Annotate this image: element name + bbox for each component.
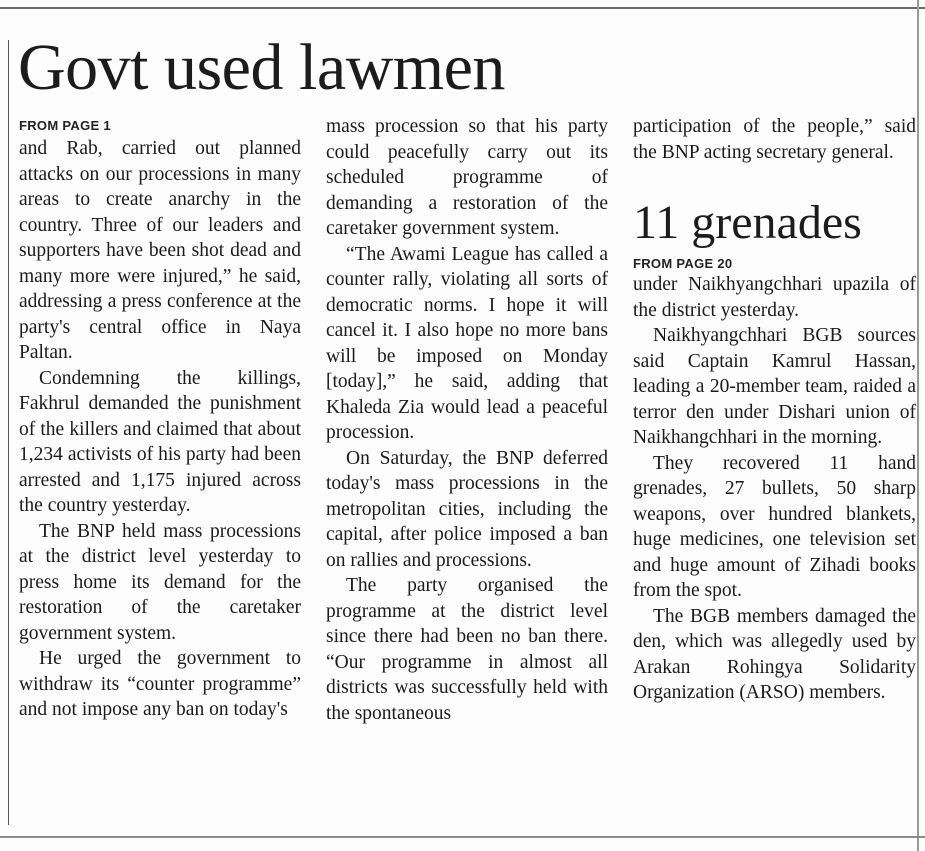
left-rule: [8, 40, 9, 825]
article-column-2: [326, 114, 608, 826]
article-column-3: [633, 114, 916, 194]
headline: Govt used lawmen: [18, 31, 505, 104]
right-rule: [917, 0, 919, 851]
paragraph: mass procession so that his party could peacefully carry out its scheduled programme of demanding a restoration of the caretaker government system.: [326, 116, 608, 239]
paragraph: They recovered 11 hand grenades, 27 bullets, 50 sharp weapons, over hundred blankets, huge medicines, one television set and huge amount of Zihadi books from the spot.: [633, 452, 916, 601]
paragraph: under Naikhyangchhari upazila of the district yesterday.: [633, 274, 916, 321]
kicker-from-page-20: FROM PAGE 20: [633, 256, 733, 271]
second-article-column: [633, 272, 916, 828]
paragraph: On Saturday, the BNP deferred today's mass processions in the metropolitan cities, including the capital, after police imposed a ban on rallies and processions.: [326, 447, 608, 571]
paragraph: and Rab, carried out planned attacks on our processions in many areas to create anarchy in the country. Three of our leaders and supporters have been shot dead and many more were injured,” he said, addressing a press conference at the party's central office in Naya Paltan.: [19, 138, 301, 363]
paragraph: “The Awami League has called a counter rally, violating all sorts of democratic norms. I hope it will cancel it. I also hope no more bans will be imposed on Monday [today],” he said, adding that Khaleda Zia would lead a peaceful procession.: [326, 243, 608, 443]
top-rule: [0, 7, 925, 9]
paragraph: The BNP held mass processions at the district level yesterday to press home its demand for the restoration of the caretaker government system.: [19, 520, 301, 644]
kicker-from-page-1: FROM PAGE 1: [19, 118, 111, 133]
paragraph: Naikhyangchhari BGB sources said Captain Kamrul Hassan, leading a 20-member team, raided a terror den under Dishari union of Naikhangchhari in the morning.: [633, 325, 916, 448]
bottom-rule: [0, 836, 925, 838]
paragraph: Condemning the killings, Fakhrul demanded the punishment of the killers and claimed that about 1,234 activists of his party had been arrested and 1,175 injured across the country yesterday.: [19, 367, 301, 516]
paragraph: participation of the people,” said the BNP acting secretary general.: [633, 116, 916, 163]
second-headline: 11 grenades: [633, 196, 862, 249]
paragraph: The party organised the programme at the district level since there had been no ban there. “Our programme in almost all districts was successfully held with the spontaneous: [326, 575, 608, 724]
paragraph: The BGB members damaged the den, which was allegedly used by Arakan Rohingya Solidarity Organization (ARSO) members.: [633, 605, 916, 703]
article-column-1: [19, 136, 301, 826]
paragraph: He urged the government to withdraw its “counter programme” and not impose any ban on today's: [19, 648, 301, 720]
